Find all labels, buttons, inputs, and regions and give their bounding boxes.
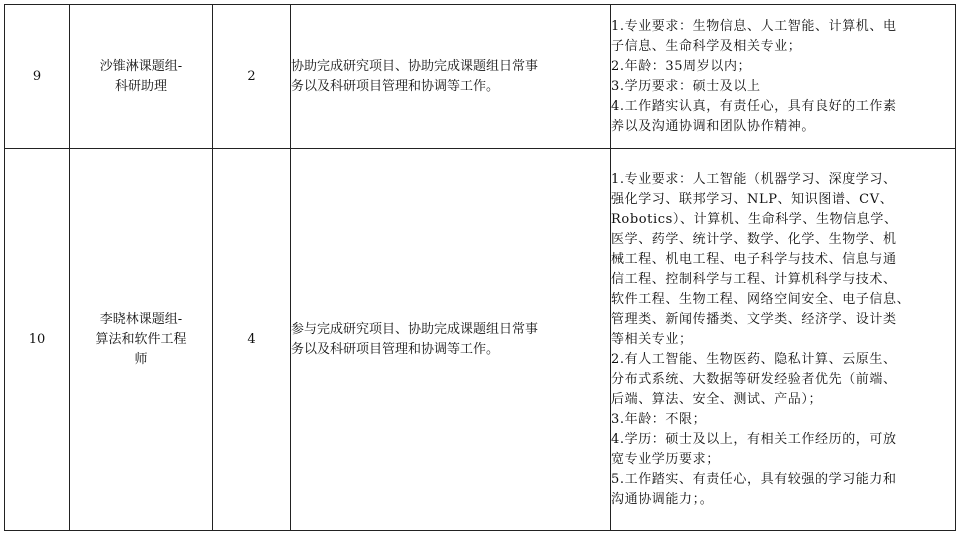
duty-line: 务以及科研项目管理和协调等工作。 (291, 78, 500, 94)
requirement-line: 沟通协调能力；。 (611, 491, 714, 507)
requirement-line: 械工程、机电工程、电子科学与技术、信息与通 (611, 251, 897, 267)
group-line: 科研助理 (114, 78, 167, 94)
requirement-line: 子信息、生命科学及相关专业； (611, 38, 802, 54)
group-line: 李晓林课题组- (99, 311, 183, 327)
requirement-line: 1.专业要求：人工智能（机器学习、深度学习、 (611, 171, 897, 187)
group-position (70, 5, 213, 149)
requirement-line: 3.年龄：不限； (611, 411, 707, 427)
job-duties (291, 5, 611, 149)
requirement-line: 信工程、控制科学与工程、计算机科学与技术、 (611, 271, 897, 287)
job-duties (291, 149, 611, 531)
requirement-line: 管理类、新闻传播类、文学类、经济学、设计类 (611, 311, 897, 327)
requirement-line: 2.有人工智能、生物医药、隐私计算、云原生、 (611, 351, 897, 367)
group-line: 师 (134, 351, 148, 367)
group-line: 算法和软件工程 (95, 331, 187, 347)
requirement-line: Robotics）、计算机、生命科学、生物信息学、 (611, 211, 898, 227)
requirement-line: 养以及沟通协调和团队协作精神。 (611, 118, 816, 134)
headcount: 4 (213, 149, 291, 531)
requirement-line: 宽专业学历要求； (611, 451, 720, 467)
job-positions-table (4, 4, 956, 531)
requirement-line: 软件工程、生物工程、网络空间安全、电子信息、 (611, 291, 911, 307)
table-row (5, 5, 956, 149)
headcount: 2 (213, 5, 291, 149)
requirement-line: 4.学历：硕士及以上，有相关工作经历的，可放 (611, 431, 897, 447)
duty-line: 参与完成研究项目、协助完成课题组日常事 (291, 321, 539, 337)
job-requirements (611, 149, 956, 531)
requirement-line: 分布式系统、大数据等研发经验者优先（前端、 (611, 371, 897, 387)
group-line: 沙锥淋课题组- (99, 58, 183, 74)
row-index: 10 (5, 149, 70, 531)
requirement-line: 强化学习、联邦学习、NLP、知识图谱、CV、 (611, 191, 894, 207)
requirement-line: 等相关专业； (611, 331, 693, 347)
requirement-line: 5.工作踏实、有责任心，具有较强的学习能力和 (611, 471, 897, 487)
duty-line: 协助完成研究项目、协助完成课题组日常事 (291, 58, 539, 74)
requirement-line: 后端、算法、安全、测试、产品）； (611, 391, 823, 407)
requirement-line: 4.工作踏实认真，有责任心，具有良好的工作素 (611, 98, 897, 114)
requirement-line: 医学、药学、统计学、数学、化学、生物学、机 (611, 231, 897, 247)
job-requirements (611, 5, 956, 149)
duty-line: 务以及科研项目管理和协调等工作。 (291, 341, 500, 357)
requirement-line: 1.专业要求：生物信息、人工智能、计算机、电 (611, 18, 897, 34)
table-row (5, 149, 956, 531)
row-index: 9 (5, 5, 70, 149)
requirement-line: 3.学历要求：硕士及以上 (611, 78, 761, 94)
group-position (70, 149, 213, 531)
requirement-line: 2.年龄：35周岁以内； (611, 58, 752, 74)
